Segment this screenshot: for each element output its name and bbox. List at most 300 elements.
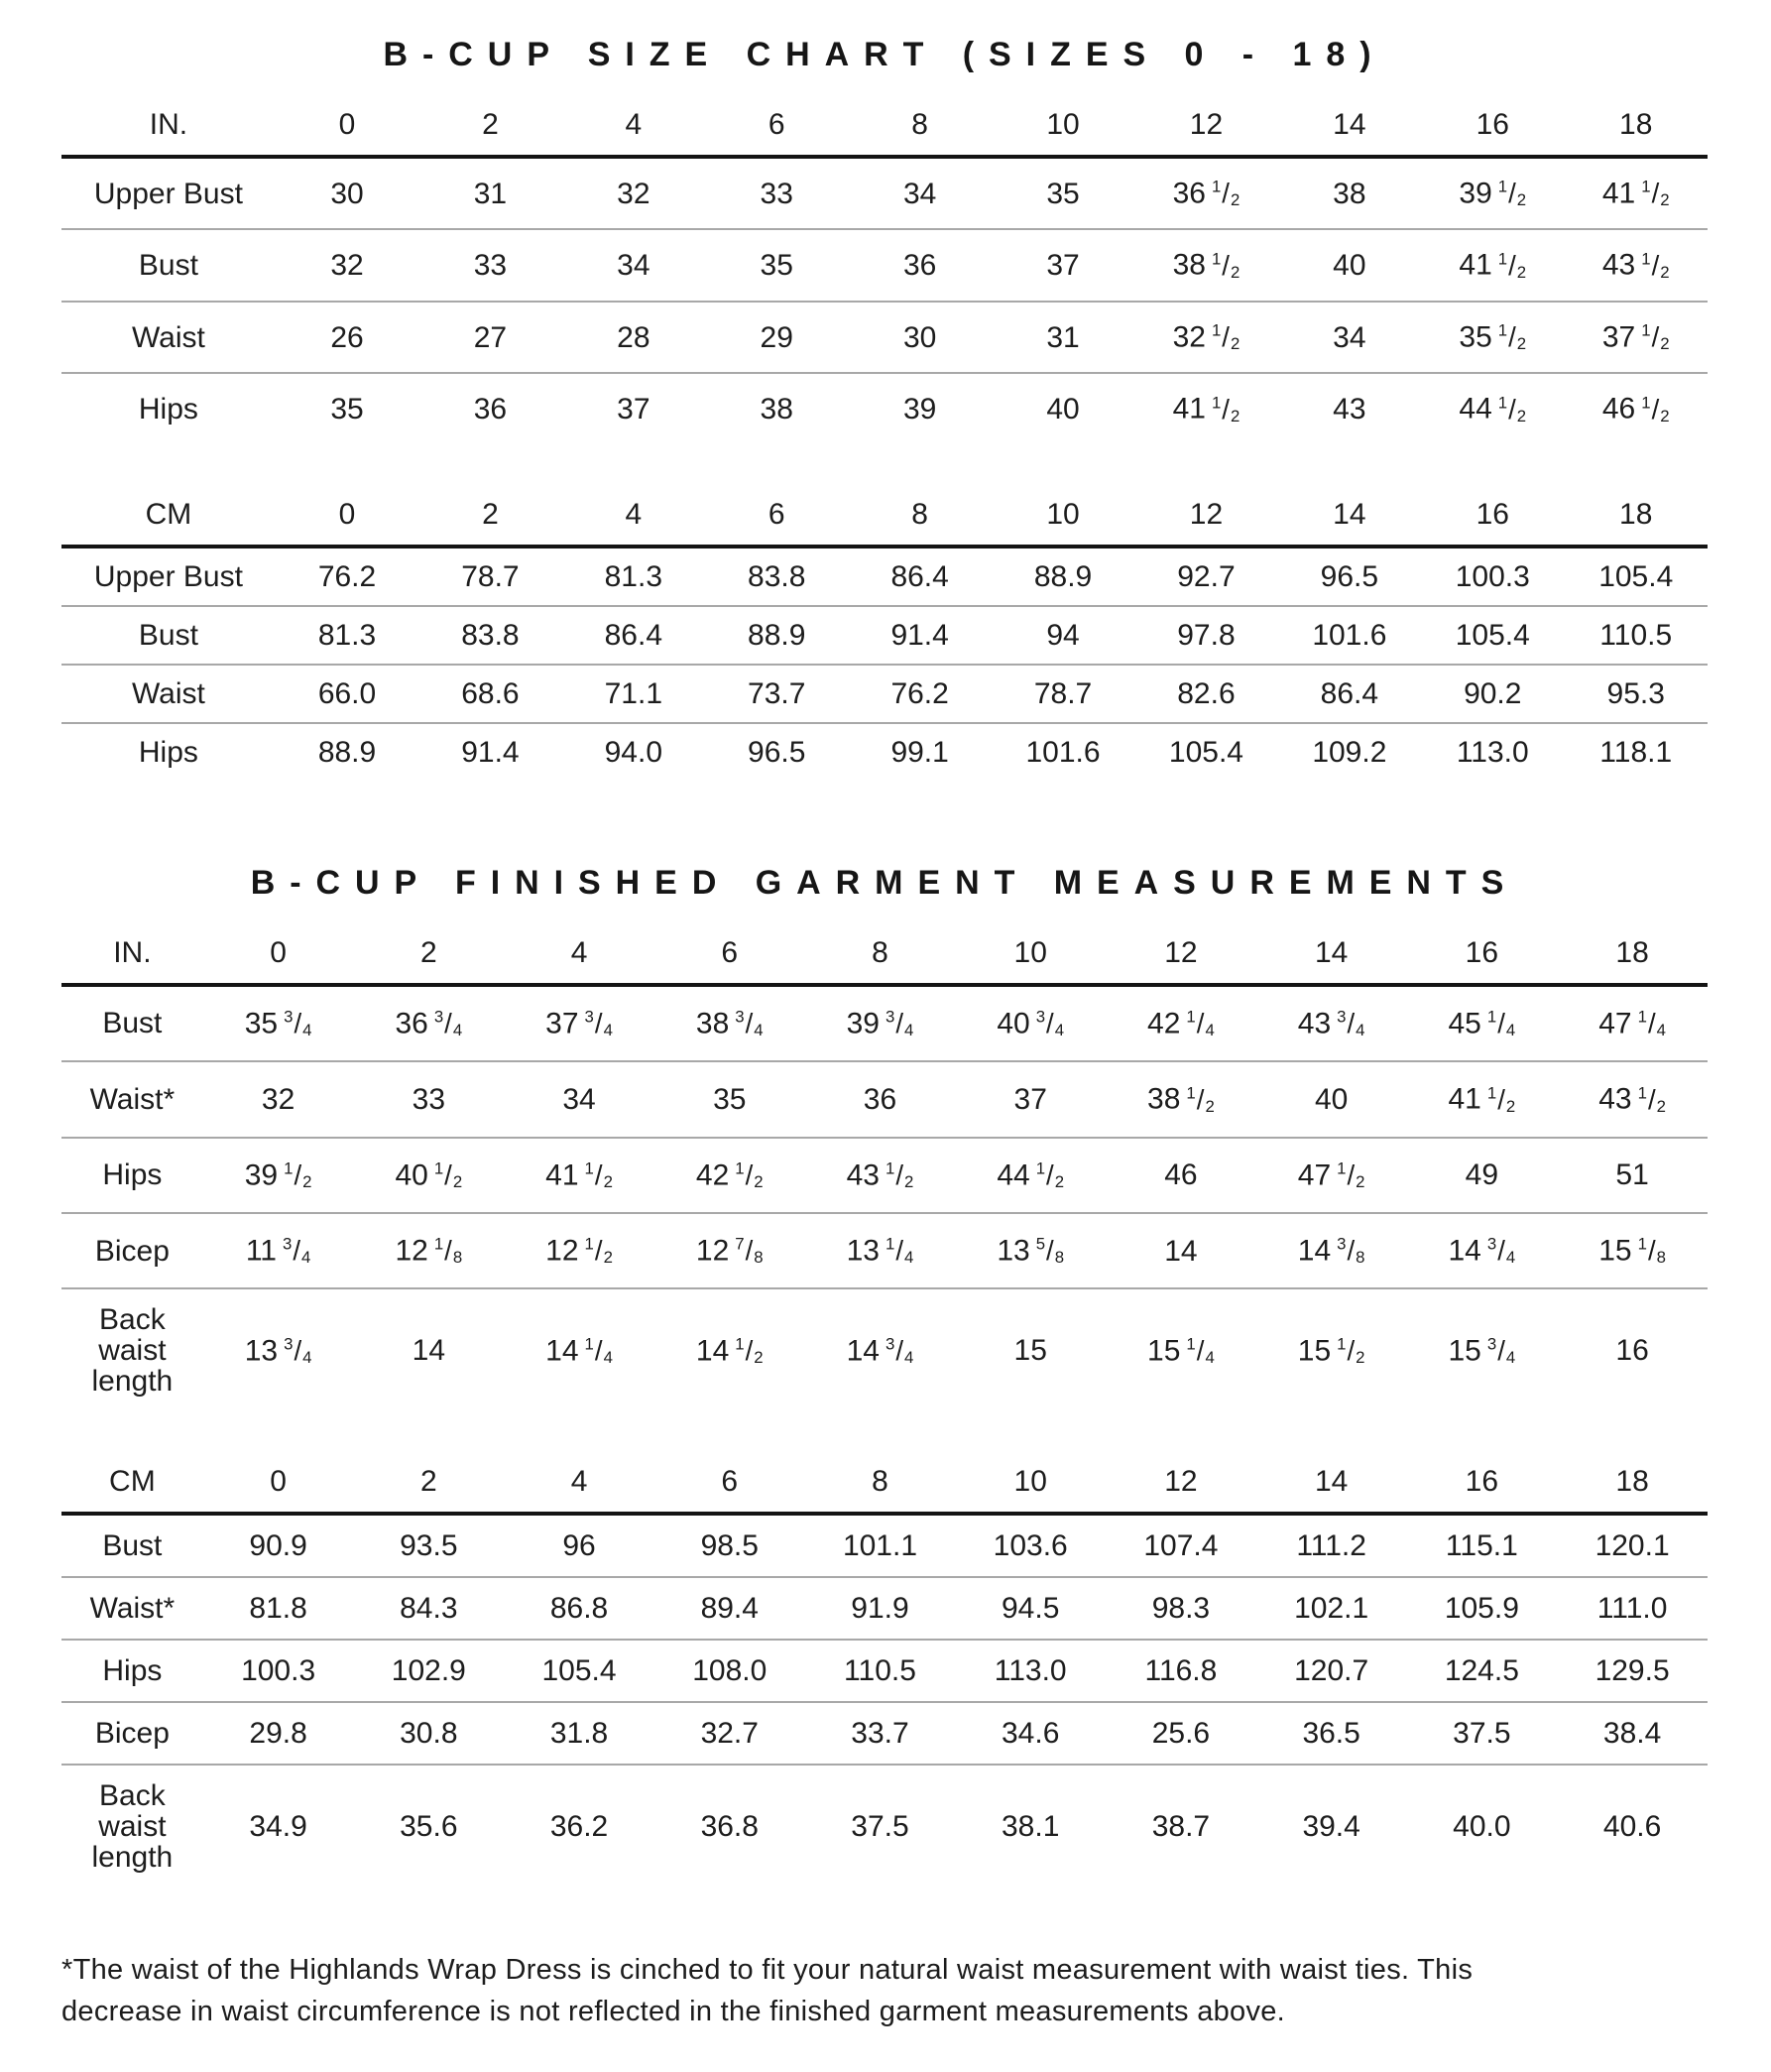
value-cell: 96 xyxy=(504,1514,654,1577)
value-cell: 68.6 xyxy=(418,665,561,723)
value-cell: 95.3 xyxy=(1564,665,1708,723)
fraction: $^3$/4 xyxy=(885,1007,914,1040)
value-cell: 118.1 xyxy=(1599,735,1673,769)
value-cell: 76.2 xyxy=(276,547,418,606)
value-cell: 31 xyxy=(992,302,1134,373)
value-cell: 30 xyxy=(848,302,991,373)
value-cell: 14 $^3$/8 xyxy=(1256,1213,1407,1288)
value-cell: 15 $^1$/8 xyxy=(1557,1213,1708,1288)
value-cell: 25.6 xyxy=(1106,1702,1256,1765)
value-cell: 14 xyxy=(412,1334,446,1368)
value-cell: 98.5 xyxy=(654,1514,805,1577)
value-cell: 39 xyxy=(902,392,937,426)
value-cell: 39 $^1$/2 xyxy=(203,1138,354,1213)
fraction: $^1$/2 xyxy=(1337,1334,1365,1368)
value-cell: 31.8 xyxy=(504,1702,654,1765)
fraction: $^1$/2 xyxy=(1497,320,1527,354)
value-cell: 14 $^1$/4 xyxy=(545,1334,613,1368)
value-cell: 84.3 xyxy=(353,1577,504,1640)
measurement-section-in xyxy=(61,926,1708,1412)
fraction: $^1$/2 xyxy=(284,1158,312,1191)
value-cell: 15 $^1$/2 xyxy=(1297,1334,1365,1368)
value-cell: 12 $^7$/8 xyxy=(654,1213,805,1288)
size-header-cell: 12 xyxy=(1106,1411,1256,1514)
value-cell: 28 xyxy=(562,302,705,373)
value-cell: 34 xyxy=(1278,302,1421,373)
value-cell: 35.6 xyxy=(400,1810,458,1844)
value-cell: 40.0 xyxy=(1453,1810,1511,1844)
measurement-row xyxy=(61,547,1708,606)
size-header-cell: 14 xyxy=(1278,444,1421,547)
value-cell: 76.2 xyxy=(848,665,991,723)
value-cell: 33 xyxy=(705,157,848,229)
fraction: $^1$/2 xyxy=(1486,1083,1516,1116)
size-header-cell: 18 xyxy=(1564,98,1708,157)
fraction: $^3$/4 xyxy=(284,1334,312,1368)
fraction: $^1$/4 xyxy=(1637,1007,1666,1040)
value-cell: 120.1 xyxy=(1557,1514,1708,1577)
value-cell: 15 xyxy=(1013,1334,1047,1368)
value-cell: 105.4 xyxy=(1421,606,1564,665)
fraction: $^7$/8 xyxy=(735,1234,764,1268)
value-cell: 46 xyxy=(1106,1138,1256,1213)
value-cell: 90.9 xyxy=(203,1514,354,1577)
size-header-cell: 18 xyxy=(1557,926,1708,985)
size-header-cell: 2 xyxy=(353,1411,504,1514)
size-header-cell: 6 xyxy=(654,926,805,985)
value-cell: 41 $^1$/2 xyxy=(1407,1061,1558,1137)
size-header-cell: 10 xyxy=(955,926,1106,985)
value-cell: 27 xyxy=(418,302,561,373)
value-cell: 37.5 xyxy=(851,1810,909,1844)
row-label: Waist* xyxy=(61,1577,203,1640)
measurement-row xyxy=(61,1640,1708,1702)
value-cell: 120.7 xyxy=(1256,1640,1407,1702)
value-cell: 35 $^1$/2 xyxy=(1421,302,1564,373)
value-cell: 33 xyxy=(353,1061,504,1137)
value-cell: 34.6 xyxy=(955,1702,1106,1765)
value-cell: 40 $^3$/4 xyxy=(955,985,1106,1061)
value-cell: 86.4 xyxy=(1278,665,1421,723)
value-cell: 102.1 xyxy=(1256,1577,1407,1640)
value-cell: 43 $^1$/2 xyxy=(1557,1061,1708,1137)
value-cell: 36 $^3$/4 xyxy=(353,985,504,1061)
measurement-row xyxy=(61,985,1708,1061)
measurement-row xyxy=(61,1061,1708,1137)
size-header-cell: 16 xyxy=(1407,1411,1558,1514)
size-header-cell: 14 xyxy=(1256,1411,1407,1514)
fraction: $^3$/4 xyxy=(284,1007,312,1040)
value-cell: 14 $^1$/2 xyxy=(695,1334,764,1368)
size-header-cell: 12 xyxy=(1134,98,1277,157)
measurement-row xyxy=(61,1702,1708,1765)
measurement-section-cm xyxy=(61,444,1708,781)
value-cell: 37 xyxy=(617,392,650,426)
value-cell: 83.8 xyxy=(705,547,848,606)
value-cell: 113.0 xyxy=(1456,735,1529,769)
measurement-row xyxy=(61,665,1708,723)
value-cell: 34 xyxy=(504,1061,654,1137)
size-header-cell: 16 xyxy=(1421,444,1564,547)
row-label: Waist xyxy=(61,302,276,373)
measurement-row xyxy=(61,1213,1708,1288)
value-cell: 115.1 xyxy=(1407,1514,1558,1577)
value-cell: 34.9 xyxy=(249,1810,307,1844)
value-cell: 43 xyxy=(1333,392,1366,426)
finished-garment-title: B-CUP FINISHED GARMENT MEASUREMENTS xyxy=(250,863,1519,902)
size-header-cell: 0 xyxy=(276,444,418,547)
fraction: $^3$/4 xyxy=(1486,1334,1516,1368)
fraction: $^1$/2 xyxy=(1641,178,1670,210)
size-header-row xyxy=(61,926,1708,985)
fraction: $^1$/2 xyxy=(1641,249,1670,282)
size-header-cell: 10 xyxy=(992,444,1134,547)
size-header-cell: 10 xyxy=(992,98,1134,157)
value-cell: 33 xyxy=(418,229,561,301)
value-cell: 40 xyxy=(1278,229,1421,301)
fraction: $^1$/2 xyxy=(1035,1158,1065,1191)
value-cell: 100.3 xyxy=(203,1640,354,1702)
value-cell: 37.5 xyxy=(1407,1702,1558,1765)
value-cell: 37 $^3$/4 xyxy=(504,985,654,1061)
value-cell: 37 xyxy=(955,1061,1106,1137)
fraction: $^1$/2 xyxy=(1641,320,1670,354)
size-header-cell: 0 xyxy=(203,926,354,985)
row-label: Hips xyxy=(61,1138,203,1213)
fraction: $^1$/2 xyxy=(735,1158,764,1191)
size-header-cell: 6 xyxy=(705,444,848,547)
fraction: $^1$/8 xyxy=(433,1234,463,1268)
size-header-cell: 2 xyxy=(353,926,504,985)
value-cell: 36 xyxy=(805,1061,956,1137)
fraction: $^3$/4 xyxy=(1337,1007,1365,1040)
fraction: $^1$/2 xyxy=(1337,1158,1365,1191)
value-cell: 102.9 xyxy=(353,1640,504,1702)
value-cell: 91.9 xyxy=(805,1577,956,1640)
value-cell: 92.7 xyxy=(1134,547,1277,606)
measurement-row xyxy=(61,373,1708,443)
value-cell: 88.9 xyxy=(992,547,1134,606)
value-cell: 105.4 xyxy=(504,1640,654,1702)
value-cell: 97.8 xyxy=(1134,606,1277,665)
value-cell: 13 $^1$/4 xyxy=(805,1213,956,1288)
value-cell: 71.1 xyxy=(562,665,705,723)
value-cell: 12 $^1$/2 xyxy=(504,1213,654,1288)
size-header-cell: 16 xyxy=(1421,98,1564,157)
unit-label: IN. xyxy=(61,926,203,985)
fraction: $^1$/8 xyxy=(1637,1234,1666,1268)
size-header-cell: 12 xyxy=(1134,444,1277,547)
value-cell: 38 $^1$/2 xyxy=(1134,229,1277,301)
value-cell: 38 xyxy=(760,392,793,426)
size-header-row xyxy=(61,98,1708,157)
size-header-cell: 18 xyxy=(1564,444,1708,547)
value-cell: 49 xyxy=(1407,1138,1558,1213)
value-cell: 36.8 xyxy=(700,1810,759,1844)
size-header-cell: 18 xyxy=(1557,1411,1708,1514)
size-chart-title: B-CUP SIZE CHART (SIZES 0 - 18) xyxy=(383,36,1386,73)
size-header-cell: 6 xyxy=(654,1411,805,1514)
value-cell: 35 xyxy=(654,1061,805,1137)
value-cell: 34 xyxy=(562,229,705,301)
value-cell: 78.7 xyxy=(992,665,1134,723)
fraction: $^1$/2 xyxy=(1497,249,1527,282)
row-label: Bicep xyxy=(61,1702,203,1765)
row-label: Back waist length xyxy=(91,1779,174,1875)
value-cell: 16 xyxy=(1615,1334,1649,1368)
value-cell: 26 xyxy=(276,302,418,373)
value-cell: 14 xyxy=(1106,1213,1256,1288)
value-cell: 39 $^3$/4 xyxy=(805,985,956,1061)
value-cell: 129.5 xyxy=(1557,1640,1708,1702)
value-cell: 93.5 xyxy=(353,1514,504,1577)
row-label: Bust xyxy=(61,985,203,1061)
value-cell: 82.6 xyxy=(1134,665,1277,723)
value-cell: 15 $^1$/4 xyxy=(1147,1334,1215,1368)
fraction: $^3$/4 xyxy=(283,1234,311,1268)
measurement-row xyxy=(61,1577,1708,1640)
value-cell: 105.4 xyxy=(1168,735,1243,769)
value-cell: 32 xyxy=(562,157,705,229)
value-cell: 35 $^3$/4 xyxy=(203,985,354,1061)
value-cell: 42 $^1$/4 xyxy=(1106,985,1256,1061)
row-label: Upper Bust xyxy=(61,547,276,606)
value-cell: 116.8 xyxy=(1106,1640,1256,1702)
value-cell: 108.0 xyxy=(654,1640,805,1702)
size-header-cell: 8 xyxy=(848,98,991,157)
measurement-row xyxy=(61,723,1708,781)
value-cell: 47 $^1$/2 xyxy=(1256,1138,1407,1213)
value-cell: 14 $^3$/4 xyxy=(1407,1213,1558,1288)
size-header-cell: 16 xyxy=(1407,926,1558,985)
value-cell: 35 xyxy=(992,157,1134,229)
value-cell: 86.4 xyxy=(848,547,991,606)
size-header-cell: 2 xyxy=(418,98,561,157)
size-header-cell: 0 xyxy=(203,1411,354,1514)
value-cell: 91.4 xyxy=(461,735,520,769)
value-cell: 41 $^1$/2 xyxy=(1421,229,1564,301)
row-label: Hips xyxy=(61,1640,203,1702)
value-cell: 38 $^1$/2 xyxy=(1106,1061,1256,1137)
value-cell: 88.9 xyxy=(705,606,848,665)
value-cell: 40 xyxy=(1256,1061,1407,1137)
value-cell: 66.0 xyxy=(276,665,418,723)
row-label: Back waist length xyxy=(91,1303,174,1399)
value-cell: 43 $^1$/2 xyxy=(805,1138,956,1213)
fraction: $^1$/2 xyxy=(1211,393,1240,426)
fraction: $^1$/4 xyxy=(1486,1007,1516,1040)
fraction: $^1$/2 xyxy=(735,1334,764,1368)
value-cell: 103.6 xyxy=(955,1514,1106,1577)
value-cell: 41 $^1$/2 xyxy=(504,1138,654,1213)
fraction: $^1$/2 xyxy=(1211,178,1240,210)
value-cell: 44 $^1$/2 xyxy=(1459,392,1527,426)
value-cell: 100.3 xyxy=(1421,547,1564,606)
value-cell: 29.8 xyxy=(203,1702,354,1765)
value-cell: 105.4 xyxy=(1564,547,1708,606)
value-cell: 105.9 xyxy=(1407,1577,1558,1640)
value-cell: 96.5 xyxy=(748,735,806,769)
fraction: $^1$/2 xyxy=(1186,1083,1215,1116)
value-cell: 38 $^3$/4 xyxy=(654,985,805,1061)
value-cell: 32.7 xyxy=(654,1702,805,1765)
value-cell: 15 $^3$/4 xyxy=(1448,1334,1516,1368)
fraction: $^3$/4 xyxy=(433,1007,463,1040)
value-cell: 14 $^3$/4 xyxy=(846,1334,914,1368)
value-cell: 96.5 xyxy=(1278,547,1421,606)
value-cell: 35 xyxy=(705,229,848,301)
value-cell: 35 xyxy=(330,392,364,426)
measurement-row xyxy=(61,1138,1708,1213)
value-cell: 39.4 xyxy=(1302,1810,1360,1844)
size-header-cell: 14 xyxy=(1278,98,1421,157)
value-cell: 94.0 xyxy=(604,735,663,769)
value-cell: 36 $^1$/2 xyxy=(1134,157,1277,229)
fraction: $^1$/4 xyxy=(584,1334,613,1368)
size-header-cell: 0 xyxy=(276,98,418,157)
value-cell: 111.2 xyxy=(1256,1514,1407,1577)
value-cell: 33.7 xyxy=(805,1702,956,1765)
value-cell: 111.0 xyxy=(1557,1577,1708,1640)
value-cell: 29 xyxy=(705,302,848,373)
value-cell: 36.2 xyxy=(549,1810,609,1844)
row-label: Hips xyxy=(138,735,198,769)
size-header-cell: 12 xyxy=(1106,926,1256,985)
value-cell: 11 $^3$/4 xyxy=(203,1213,354,1288)
size-header-cell: 4 xyxy=(562,98,705,157)
fraction: $^1$/2 xyxy=(1211,249,1240,282)
value-cell: 41 $^1$/2 xyxy=(1564,157,1708,229)
value-cell: 37 $^1$/2 xyxy=(1564,302,1708,373)
size-chart-table xyxy=(61,98,1708,781)
value-cell: 32 $^1$/2 xyxy=(1134,302,1277,373)
row-label: Upper Bust xyxy=(61,157,276,229)
value-cell: 107.4 xyxy=(1106,1514,1256,1577)
fraction: $^1$/2 xyxy=(1637,1083,1666,1116)
fraction: $^1$/4 xyxy=(885,1234,914,1268)
value-cell: 110.5 xyxy=(805,1640,956,1702)
measurement-row xyxy=(61,229,1708,301)
value-cell: 30 xyxy=(276,157,418,229)
row-label: Bust xyxy=(61,1514,203,1577)
value-cell: 99.1 xyxy=(890,735,949,769)
value-cell: 32 xyxy=(203,1061,354,1137)
value-cell: 38.4 xyxy=(1557,1702,1708,1765)
value-cell: 101.1 xyxy=(805,1514,956,1577)
value-cell: 81.3 xyxy=(562,547,705,606)
fraction: $^3$/4 xyxy=(1035,1007,1065,1040)
size-header-cell: 2 xyxy=(418,444,561,547)
row-label: Waist* xyxy=(61,1061,203,1137)
value-cell: 40 xyxy=(1046,392,1080,426)
fraction: $^1$/2 xyxy=(1497,178,1527,210)
row-label: Bicep xyxy=(61,1213,203,1288)
value-cell: 86.4 xyxy=(562,606,705,665)
value-cell: 36 xyxy=(848,229,991,301)
value-cell: 90.2 xyxy=(1421,665,1564,723)
value-cell: 89.4 xyxy=(654,1577,805,1640)
value-cell: 47 $^1$/4 xyxy=(1557,985,1708,1061)
unit-label: IN. xyxy=(61,98,276,157)
size-header-row xyxy=(61,444,1708,547)
size-header-cell: 10 xyxy=(955,1411,1106,1514)
value-cell: 113.0 xyxy=(955,1640,1106,1702)
value-cell: 36.5 xyxy=(1256,1702,1407,1765)
value-cell: 81.8 xyxy=(203,1577,354,1640)
value-cell: 34 xyxy=(848,157,991,229)
value-cell: 36 xyxy=(473,392,508,426)
row-label: Waist xyxy=(61,665,276,723)
value-cell: 42 $^1$/2 xyxy=(654,1138,805,1213)
measurement-row xyxy=(61,1765,1708,1888)
measurement-section-cm xyxy=(61,1411,1708,1888)
fraction: $^3$/8 xyxy=(1337,1234,1365,1268)
size-header-cell: 8 xyxy=(805,1411,956,1514)
value-cell: 45 $^1$/4 xyxy=(1407,985,1558,1061)
value-cell: 32 xyxy=(276,229,418,301)
value-cell: 91.4 xyxy=(848,606,991,665)
fraction: $^5$/8 xyxy=(1035,1234,1065,1268)
value-cell: 101.6 xyxy=(1025,735,1101,769)
fraction: $^1$/2 xyxy=(1497,393,1527,426)
value-cell: 110.5 xyxy=(1564,606,1708,665)
value-cell: 40 $^1$/2 xyxy=(353,1138,504,1213)
value-cell: 109.2 xyxy=(1312,735,1387,769)
value-cell: 44 $^1$/2 xyxy=(955,1138,1106,1213)
size-header-cell: 8 xyxy=(848,444,991,547)
value-cell: 13 $^5$/8 xyxy=(955,1213,1106,1288)
value-cell: 46 $^1$/2 xyxy=(1601,392,1670,426)
measurement-section-in xyxy=(61,98,1708,444)
value-cell: 88.9 xyxy=(317,735,377,769)
value-cell: 41 $^1$/2 xyxy=(1172,392,1240,426)
fraction: $^3$/4 xyxy=(1486,1234,1516,1268)
value-cell: 51 xyxy=(1557,1138,1708,1213)
value-cell: 101.6 xyxy=(1278,606,1421,665)
row-label: Bust xyxy=(61,606,276,665)
value-cell: 40.6 xyxy=(1602,1810,1662,1844)
value-cell: 39 $^1$/2 xyxy=(1421,157,1564,229)
measurement-row xyxy=(61,1288,1708,1411)
size-header-row xyxy=(61,1411,1708,1514)
fraction: $^3$/4 xyxy=(885,1334,914,1368)
fraction: $^1$/2 xyxy=(885,1158,914,1191)
row-label: Hips xyxy=(138,392,198,426)
value-cell: 98.3 xyxy=(1106,1577,1256,1640)
unit-label: CM xyxy=(61,444,276,547)
size-header-cell: 14 xyxy=(1256,926,1407,985)
size-header-cell: 4 xyxy=(562,444,705,547)
measurement-row xyxy=(61,157,1708,229)
value-cell: 81.3 xyxy=(276,606,418,665)
measurement-row xyxy=(61,1514,1708,1577)
fraction: $^3$/4 xyxy=(735,1007,764,1040)
fraction: $^1$/2 xyxy=(433,1158,463,1191)
value-cell: 83.8 xyxy=(418,606,561,665)
size-header-cell: 8 xyxy=(805,926,956,985)
value-cell: 37 xyxy=(992,229,1134,301)
fraction: $^1$/2 xyxy=(584,1158,613,1191)
fraction: $^1$/2 xyxy=(584,1234,613,1268)
size-header-cell: 4 xyxy=(504,926,654,985)
value-cell: 38.7 xyxy=(1151,1810,1211,1844)
value-cell: 94.5 xyxy=(955,1577,1106,1640)
measurement-row xyxy=(61,302,1708,373)
value-cell: 13 $^3$/4 xyxy=(244,1334,312,1368)
waist-footnote: *The waist of the Highlands Wrap Dress is cinched to fit your natural waist measurement with waist ties. This decrease in waist circumference is not reflected in the finished garment measurements above. xyxy=(61,1954,1474,2028)
value-cell: 78.7 xyxy=(418,547,561,606)
size-header-cell: 4 xyxy=(504,1411,654,1514)
